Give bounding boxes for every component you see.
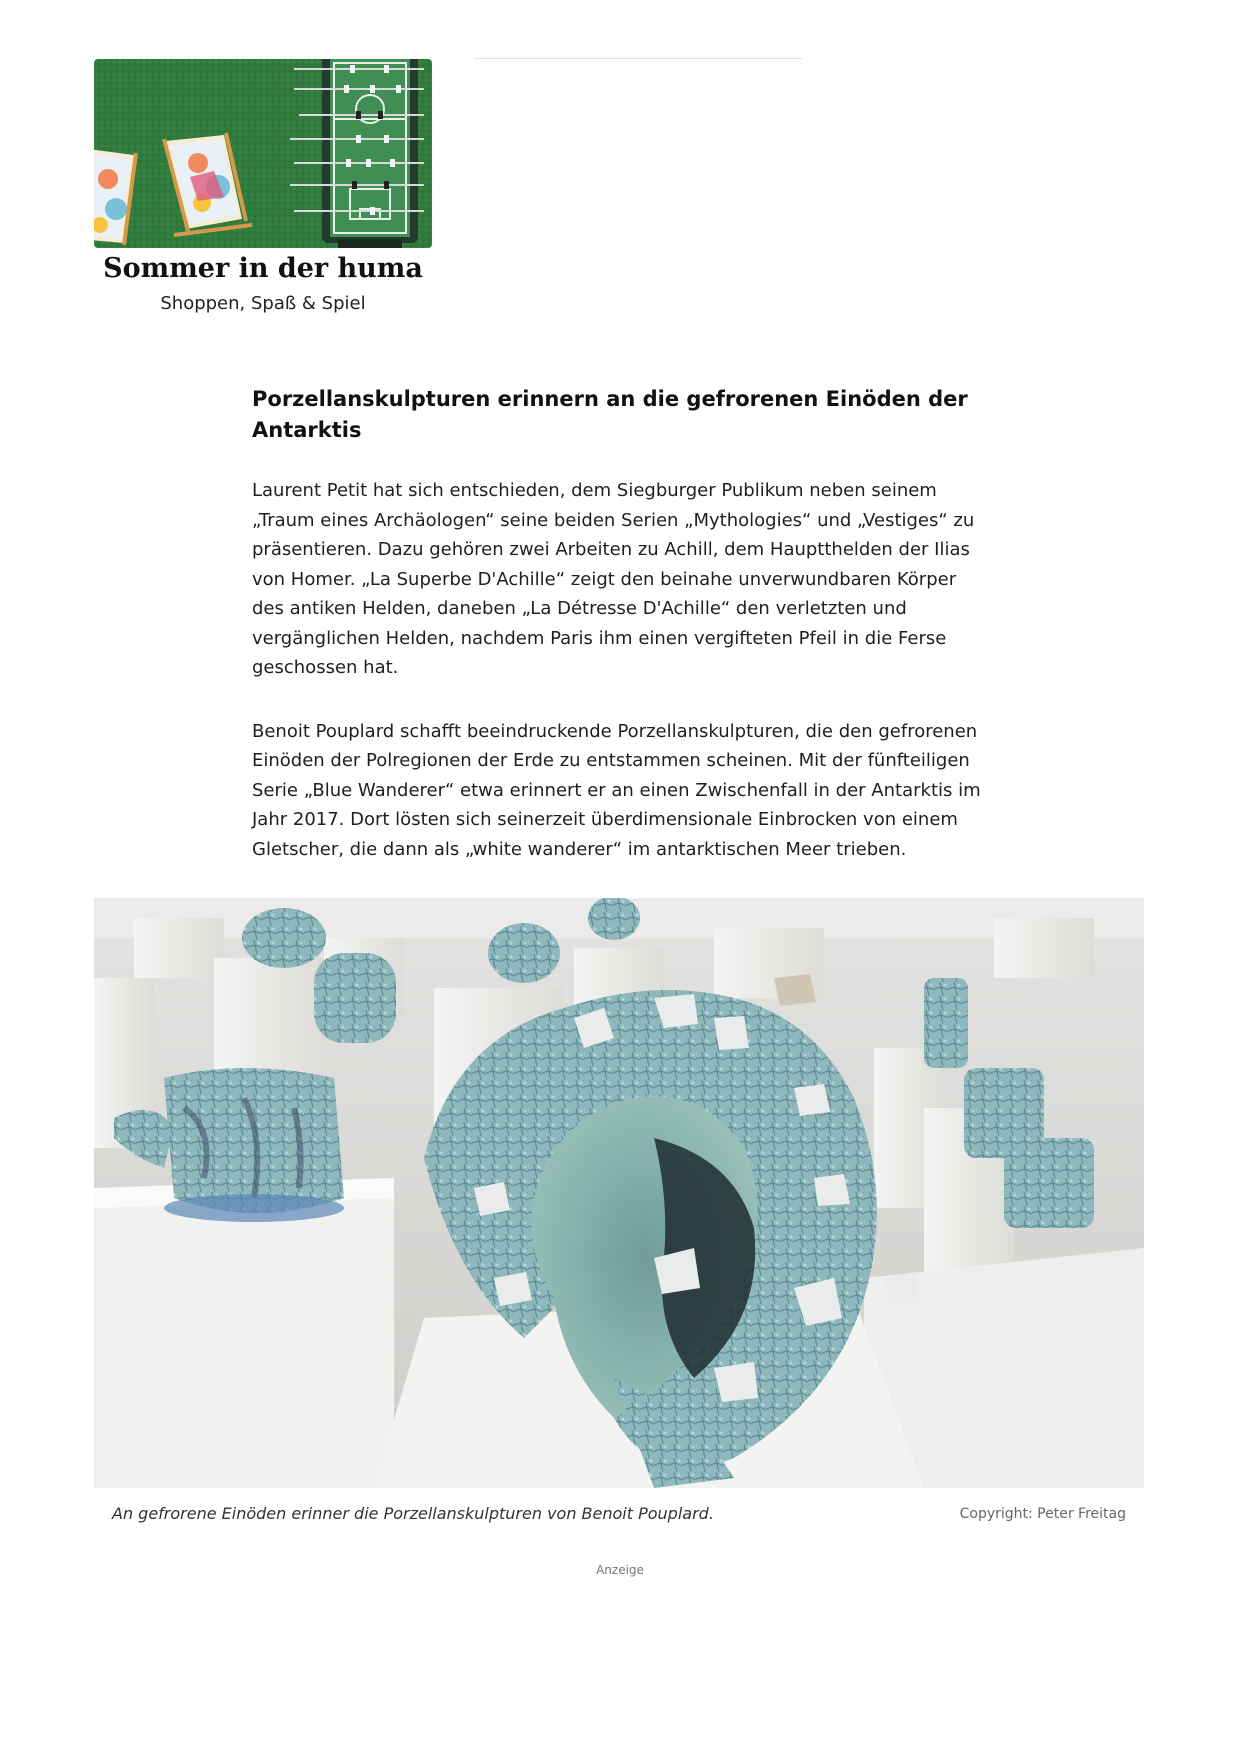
promo-image[interactable] [94,59,432,248]
promo-subtitle: Shoppen, Spaß & Spiel [160,293,366,314]
article-photo [94,898,1144,1488]
promo-title[interactable]: Sommer in der huma [103,253,423,284]
promo-image-graphic [94,59,432,248]
top-divider [474,58,802,59]
article-paragraph: Benoit Pouplard schafft beeindruckende Porzellanskulpturen, die den gefrorenen Einöden der Polregionen der Erde zu entstammen scheinen. Mit der fünfteiligen Serie „Blue Wanderer“ etwa erinnert er an einen Zwischenfall in der Antarktis im Jahr 2017. Dort lösten sich seinerzeit überdimensionale Einbrocken von einem Gletscher, die dann als „white wanderer“ im antarktischen Meer trieben. [252,720,981,860]
article-paragraph: Laurent Petit hat sich entschieden, dem Siegburger Publikum neben seinem „Traum eines Archäologen“ seine beiden Serien „Mythologies“ und „Vestiges“ zu präsentieren. Dazu gehören zwei Arbeiten zu Achill, dem Hauptthelden der Ilias von Homer. „La Superbe D'Achille“ zeigt den beinahe unverwundbaren Körper des antiken Helden, daneben „La Détresse D'Achille“ den verletzten und vergänglichen Helden, nachdem Paris ihm einen vergifteten Pfeil in die Ferse geschossen hat. [252,480,975,678]
article-body [252,384,992,864]
photo-caption: An gefrorene Einöden erinner die Porzellanskulpturen von Benoit Pouplard. [112,1504,714,1523]
article-heading: Porzellanskulpturen erinnern an die gefrorenen Einöden der Antarktis [252,387,968,442]
ad-label: Anzeige [596,1563,644,1577]
photo-copyright: Copyright: Peter Freitag [959,1506,1126,1522]
porcelain-sculpture-photo [94,898,1144,1488]
promo-teaser[interactable] [94,59,432,316]
